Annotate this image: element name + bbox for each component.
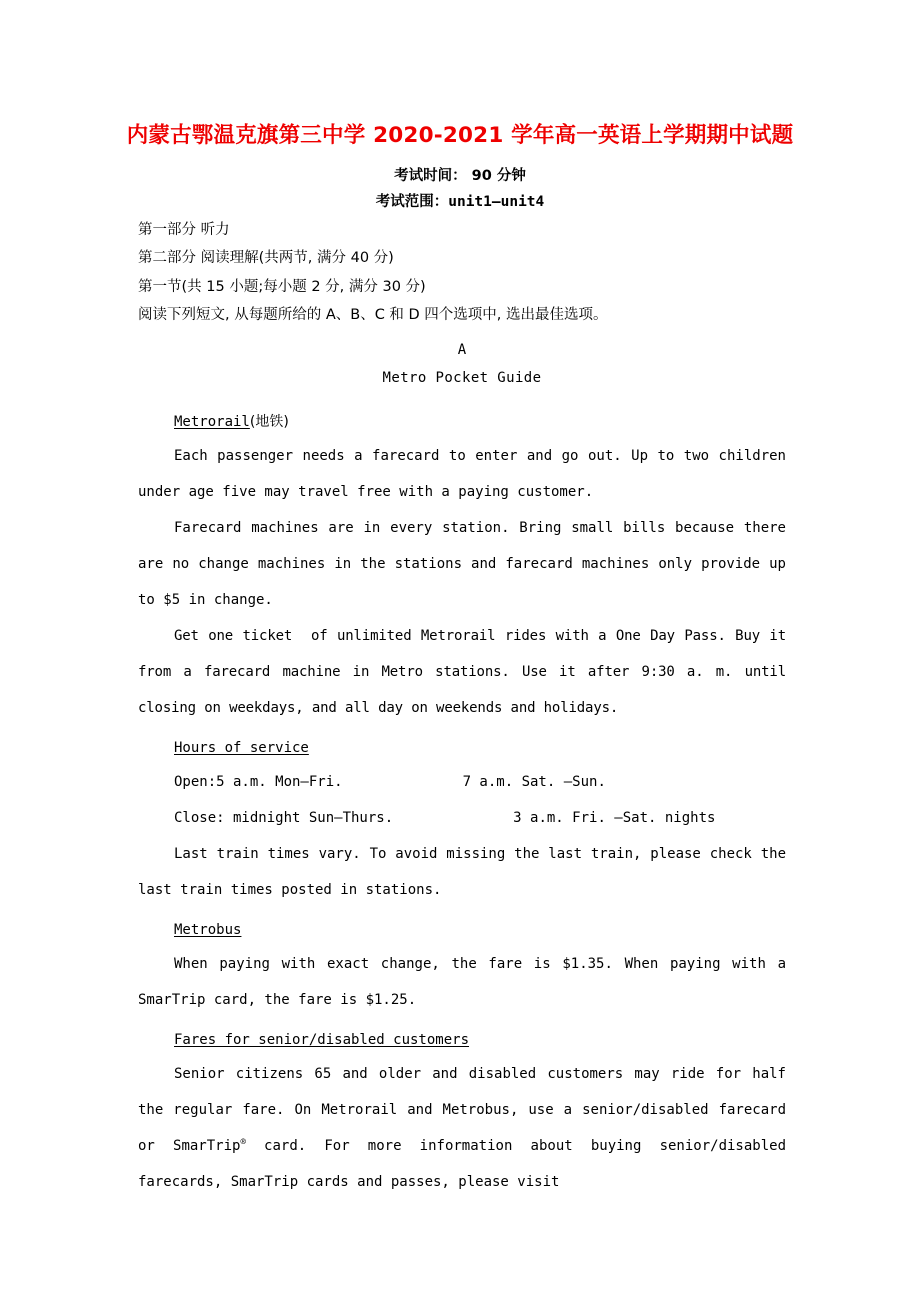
- exam-scope-label: 考试范围：: [375, 194, 449, 210]
- hours-close-label: Close: midnight Sun—Thurs.: [174, 810, 394, 826]
- hours-subheading-label: Hours of service: [174, 740, 309, 756]
- hours-note-paragraph: Last train times vary. To avoid missing the last train, please check the last train times posted in stations.: [138, 846, 795, 898]
- hours-open-row: [174, 764, 786, 800]
- metrobus-subheading-label: Metrobus: [174, 922, 242, 938]
- instruction-directions: 阅读下列短文, 从每题所给的 A、B、C 和 D 四个选项中, 选出最佳选项。: [138, 307, 608, 324]
- metrobus-subheading: [174, 916, 786, 944]
- hours-close-row: [174, 800, 786, 836]
- metrobus-paragraph-1: When paying with exact change, the fare is $1.35. When paying with a SmarTrip card, the fare is $1.25.: [138, 956, 795, 1008]
- exam-scope-value: unit1—unit4: [448, 194, 545, 210]
- fares-subheading: [174, 1026, 786, 1054]
- metrorail-paragraph-2: Farecard machines are in every station. Bring small bills because there are no change machines in the stations and farecard machines only provide up to $5 in change.: [138, 520, 795, 608]
- fares-paragraph-1: [138, 1056, 795, 1200]
- metrorail-paragraph-3: Get one ticket of unlimited Metrorail rides with a One Day Pass. Buy it from a farecard machine in Metro stations. Use it after 9:30 a. m. until closing on weekdays, and all day on weekends and holidays.: [138, 628, 795, 716]
- fares-text-before-mark: Senior citizens 65 and older and disabled customers may ride for half the regular fare. On Metrorail and Metrobus, use a senior/disabled farecard or SmarTrip: [138, 1066, 795, 1154]
- instruction-section-one: 第一节(共 15 小题;每小题 2 分, 满分 30 分): [138, 278, 426, 295]
- hours-subheading: [174, 734, 786, 762]
- instruction-part-two: 第二部分 阅读理解(共两节, 满分 40 分): [138, 250, 394, 267]
- metrorail-subheading-en: Metrorail: [174, 414, 250, 430]
- hours-open-label: Open:5 a.m. Mon—Fri.: [174, 774, 343, 790]
- hours-close-value: 3 a.m. Fri. —Sat. nights: [513, 810, 716, 826]
- metrorail-subheading-cn: (地铁): [249, 414, 289, 430]
- registered-mark-icon: ®: [240, 1137, 246, 1148]
- exam-time-line: 考试时间： 90 分钟: [394, 168, 526, 184]
- passage-section-letter: A: [457, 342, 467, 358]
- metrorail-subheading: [174, 408, 786, 436]
- exam-scope-line: [0, 189, 920, 215]
- hours-open-value: 7 a.m. Sat. —Sun.: [462, 774, 606, 790]
- exam-meta-block: [0, 163, 920, 215]
- passage-heading: Metro Pocket Guide: [382, 370, 542, 386]
- metrorail-paragraph-1: Each passenger needs a farecard to enter and go out. Up to two children under age five may travel free with a paying customer.: [138, 448, 795, 500]
- instruction-part-one: 第一部分 听力: [138, 222, 230, 238]
- instructions-block: [138, 216, 786, 330]
- fares-text-after-mark: card. For more information about buying senior/disabled farecards, SmarTrip cards and passes, please visit: [138, 1138, 795, 1190]
- reading-passage-a: [138, 336, 795, 1200]
- fares-subheading-label: Fares for senior/disabled customers: [174, 1032, 470, 1048]
- page-title: 内蒙古鄂温克旗第三中学 2020-2021 学年高一英语上学期期中试题: [126, 123, 794, 148]
